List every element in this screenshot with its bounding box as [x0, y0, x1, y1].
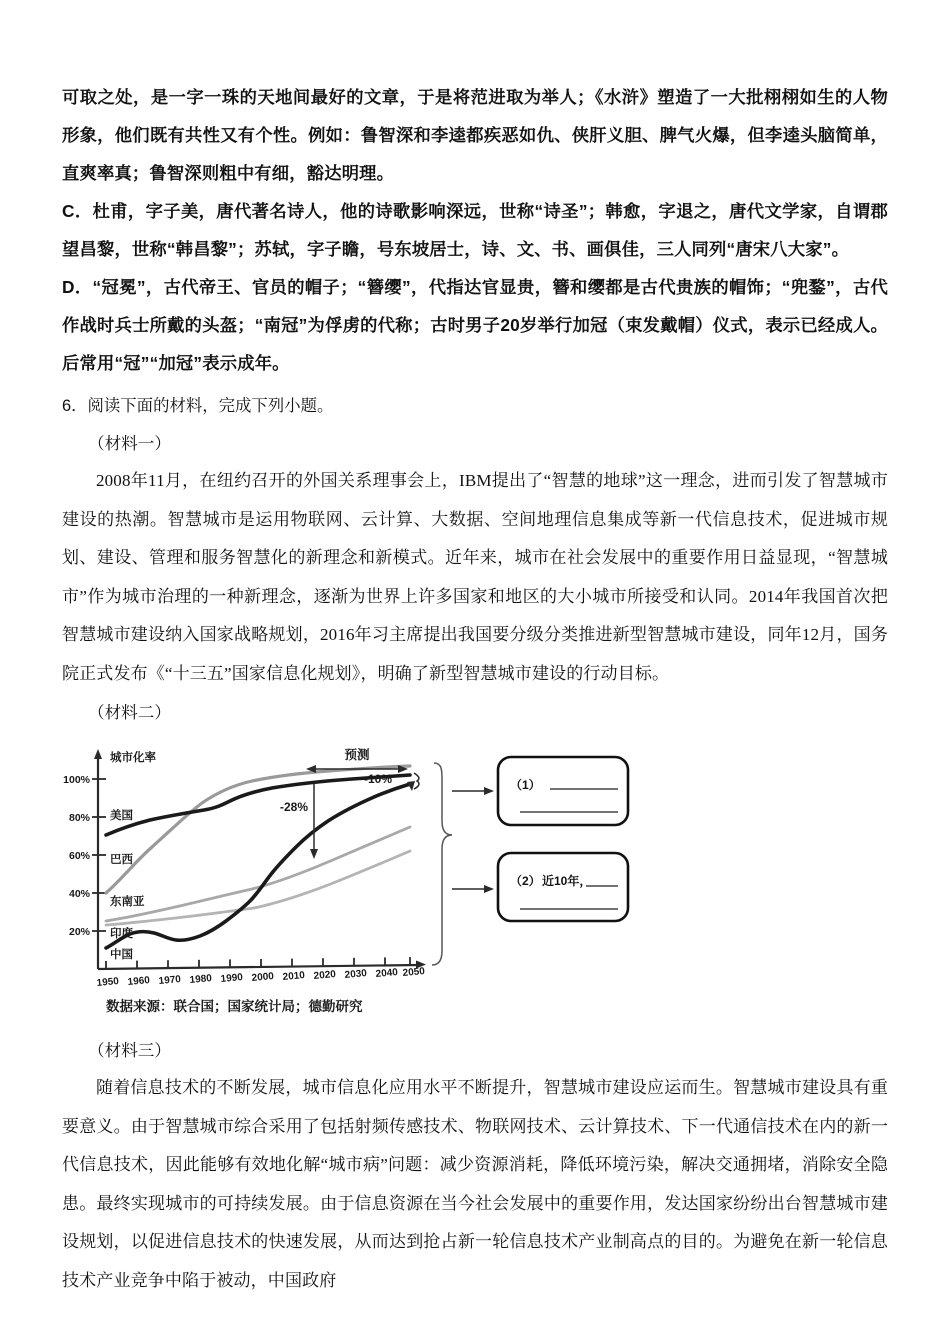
material-three-tag: （材料三） [88, 1041, 171, 1060]
series-label-brazil: 巴西 [110, 854, 133, 866]
annotation-minus-28 [280, 783, 318, 859]
option-continuation-paragraph: 可取之处，是一字一珠的天地间最好的文章，于是将范进取为举人；《水浒》塑造了一大批栩栩如生的人物形象，他们既有共性又有个性。例如：鲁智深和李逵都疾恶如仇、侠肝义胆、脾气火爆，但李逵头脑简单，直爽率真；鲁智深则粗中有细，豁达明理。 [62, 87, 888, 183]
x-tick-1970: 1970 [158, 974, 182, 987]
x-tick-1980: 1980 [189, 973, 213, 986]
question-6-prompt [62, 388, 888, 424]
x-tick-2000: 2000 [251, 971, 275, 984]
series-label-southeast-asia: 东南亚 [110, 896, 145, 908]
series-label-india: 印度 [110, 928, 133, 940]
option-d-text: “冠冕”，古代帝王、官员的帽子；“簪缨”，代指达官显贵，簪和缨都是古代贵族的帽饰；“兜鍪”，古代作战时兵士所戴的头盔；“南冠”为俘虏的代称；古时男子20岁举行加冠（束发戴帽）仪式，表示已经成人。后常用“冠”“加冠”表示成年。 [62, 277, 888, 373]
answer-box-1-number: （1） [510, 778, 541, 792]
urbanization-chart-svg [62, 739, 888, 1031]
x-tick-2020: 2020 [313, 969, 337, 982]
x-tick-1960: 1960 [127, 975, 151, 988]
page-content [62, 78, 888, 1300]
x-tick-2010: 2010 [282, 970, 306, 983]
material-one-paragraph: 2008年11月，在纽约召开的外国关系理事会上，IBM提出了“智慧的地球”这一理念，进而引发了智慧城市建设的热潮。智慧城市是运用物联网、云计算、大数据、空间地理信息集成等新一代信息技术，促进城市规划、建设、管理和服务智慧化的新理念和新模式。近年来，城市在社会发展中的重要作用日益显现，“智慧城市”作为城市治理的一种新理念，逐渐为世界上许多国家和地区的大小城市所接受和认同。2014年我国首次把智慧城市建设纳入国家战略规划，2016年习主席提出我国要分级分类推进新型智慧城市建设，同年12月，国务院正式发布《“十三五”国家信息化规划》，明确了新型智慧城市建设的行动目标。 [62, 471, 888, 683]
y-tick-20: 20% [68, 926, 90, 938]
x-tick-1990: 1990 [220, 972, 244, 985]
forecast-label: 预测 [344, 748, 370, 762]
y-tick-100: 100% [63, 774, 90, 786]
material-three-paragraph: 随着信息技术的不断发展，城市信息化应用水平不断提升，智慧城市建设应运而生。智慧城市建设具有重要意义。由于智慧城市综合采用了包括射频传感技术、物联网技术、云计算技术、下一代通信技术在内的新一代信息技术，因此能够有效地化解“城市病”问题：减少资源消耗，降低环境污染，解决交通拥堵，消除安全隐患。最终实现城市的可持续发展。由于信息资源在当今社会发展中的重要作用，发达国家纷纷出台智慧城市建设规划，以促进信息技术的快速发展，从而达到抢占新一轮信息技术产业制高点的目的。为避免在新一轮信息技术产业竞争中陷于被动，中国政府 [62, 1078, 888, 1290]
answer-box-2-number: （2） [510, 874, 541, 888]
x-tick-2050: 2050 [402, 966, 426, 979]
option-d [62, 268, 888, 382]
chart-y-axis-title: 城市化率 [110, 752, 156, 764]
answer-box-2-prefix: 近10年， [542, 874, 592, 888]
question-6-text: 阅读下面的材料，完成下列小题。 [87, 397, 334, 415]
y-tick-40: 40% [68, 888, 90, 900]
material-one-tag: （材料一） [88, 434, 171, 453]
chart-y-tick-labels [63, 774, 91, 938]
annotation-minus-28-label: -28% [279, 800, 308, 814]
series-label-usa: 美国 [110, 810, 133, 822]
x-tick-2040: 2040 [375, 967, 399, 980]
x-tick-2030: 2030 [344, 968, 368, 981]
answer-box-1[interactable] [498, 757, 628, 825]
material-two-tag: （材料二） [88, 703, 171, 722]
forecast-annotation [306, 747, 408, 773]
option-d-label: D． [62, 277, 93, 297]
series-line-china [106, 784, 410, 948]
question-6-number: 6． [62, 397, 88, 415]
option-c [62, 192, 888, 268]
y-tick-80: 80% [68, 812, 90, 824]
urbanization-figure [62, 739, 888, 1031]
series-label-china: 中国 [110, 949, 133, 961]
answer-box-2[interactable] [498, 853, 628, 921]
box-connector-arrows [452, 787, 494, 893]
option-c-text: 杜甫，字子美，唐代著名诗人，他的诗歌影响深远，世称“诗圣”；韩愈，字退之，唐代文学家，自谓郡望昌黎，世称“韩昌黎”；苏轼，字子瞻，号东坡居士，诗、文、书、画俱佳，三人同列“唐宋八大家”。 [62, 201, 888, 259]
option-c-label: C． [62, 201, 93, 221]
chart-source-note: 数据来源：联合国；国家统计局；德勤研究 [106, 999, 363, 1014]
annotation-minus-10-label: -10% [363, 772, 392, 786]
x-tick-1950: 1950 [96, 976, 120, 989]
grouping-brace [432, 763, 452, 965]
y-tick-60: 60% [68, 850, 90, 862]
